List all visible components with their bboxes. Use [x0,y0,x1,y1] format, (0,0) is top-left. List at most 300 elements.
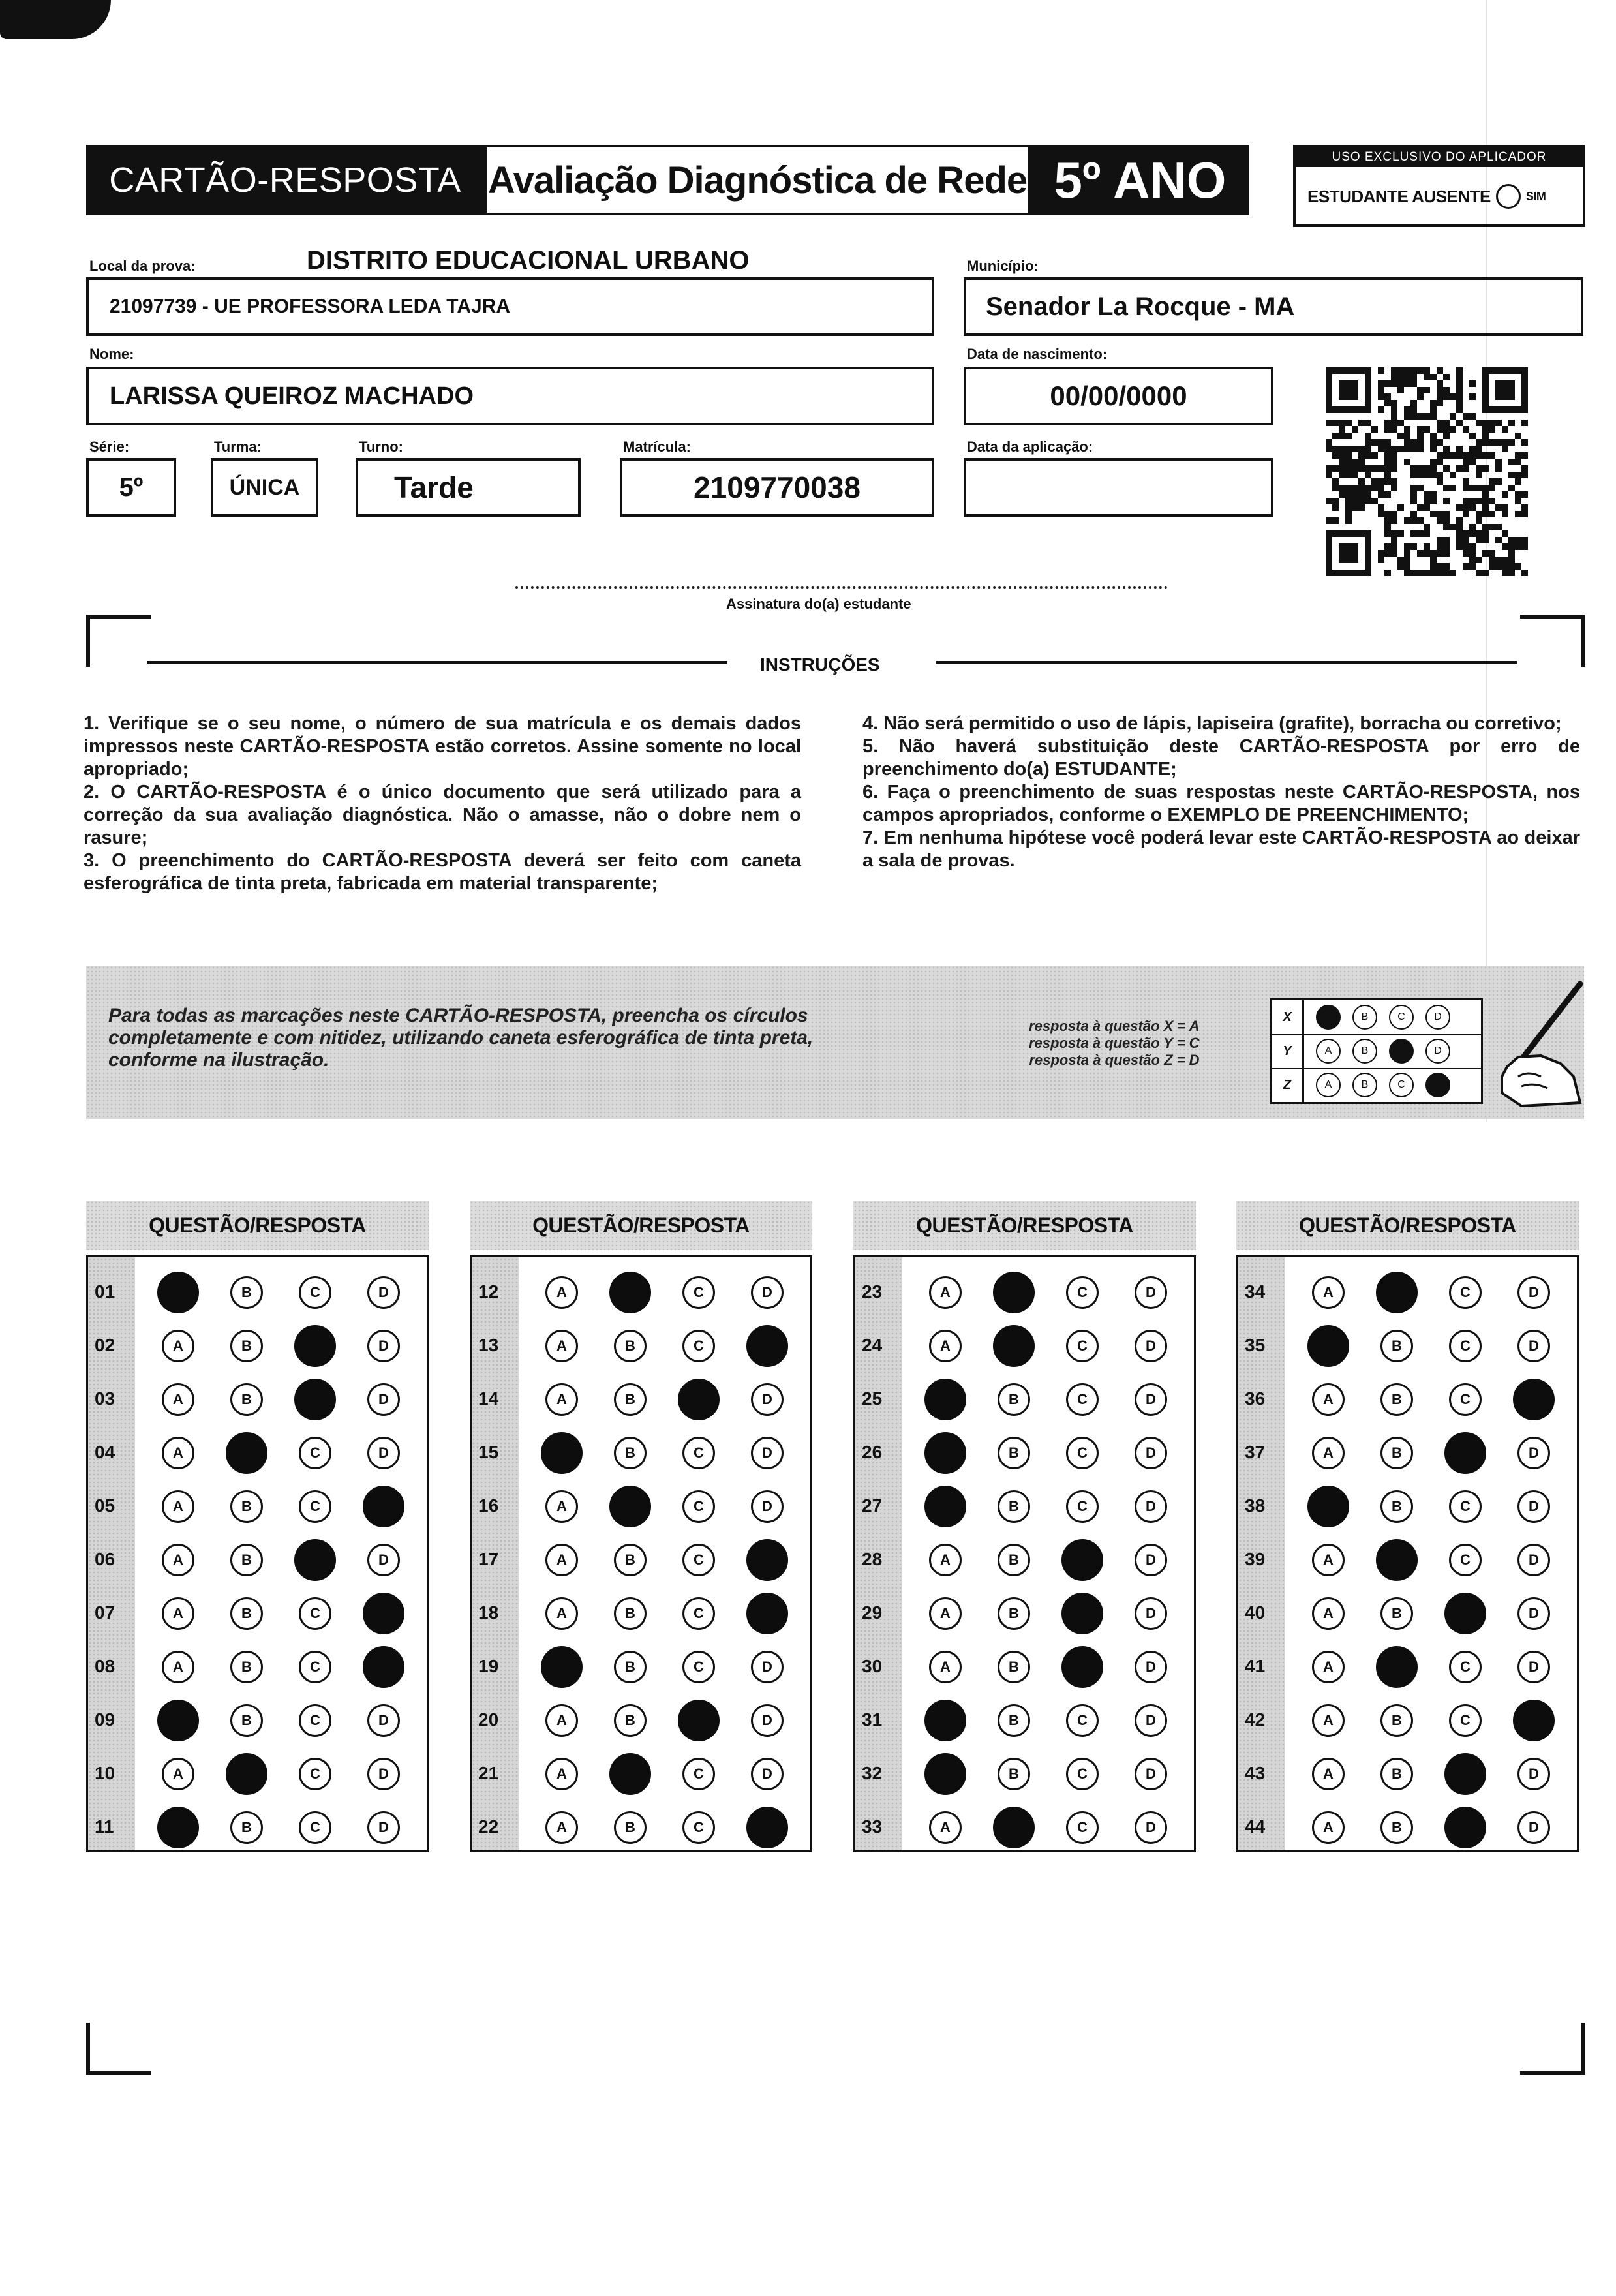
card-title: CARTÃO-RESPOSTA [109,161,461,200]
answer-bubble-c-marked[interactable] [678,1379,720,1420]
answer-bubble-b[interactable]: B [998,1490,1030,1523]
question-number: 19 [478,1656,499,1676]
answer-bubble-a[interactable]: A [1312,1544,1345,1576]
absent-label: ESTUDANTE AUSENTE [1307,186,1491,206]
answer-bubble-c[interactable]: C [1066,1437,1099,1469]
answer-bubble-a[interactable]: A [162,1330,194,1362]
answer-bubble-c[interactable]: C [682,1597,715,1630]
question-number: 26 [862,1442,883,1462]
answer-bubble-b[interactable]: B [614,1544,647,1576]
answer-bubble-d[interactable]: D [1517,1490,1550,1523]
question-number: 08 [95,1656,115,1676]
answer-bubble-a[interactable]: A [1312,1597,1345,1630]
answer-bubble-d[interactable]: D [1517,1758,1550,1790]
question-number: 17 [478,1549,499,1569]
question-row [472,1477,810,1535]
answer-bubble-c-marked[interactable] [1444,1807,1486,1848]
answer-bubble-a-marked[interactable] [924,1700,966,1741]
legend-x: resposta à questão X = A [1029,1018,1200,1034]
example-row [1272,1068,1481,1102]
answer-bubble-c[interactable]: C [299,1490,331,1523]
answer-bubble-d-marked[interactable] [363,1646,404,1688]
question-row [1238,1316,1577,1375]
turno-label: Turno: [359,438,404,455]
column-title: QUESTÃO/RESPOSTA [470,1201,812,1250]
answer-bubble-c[interactable]: C [682,1490,715,1523]
card-title-banner [86,145,484,215]
answer-bubble-b[interactable]: B [230,1704,263,1737]
absent-row [1307,184,1546,209]
answer-bubble-b[interactable]: B [1380,1437,1413,1469]
question-row [88,1637,427,1696]
answer-bubble-b[interactable]: B [1380,1330,1413,1362]
answer-bubble-c-marked[interactable] [294,1379,336,1420]
corner-mark-tr-h [1520,615,1585,619]
example-bubble-d: D [1425,1005,1450,1030]
question-number: 36 [1245,1388,1266,1409]
answer-bubble-a-marked[interactable] [157,1272,199,1313]
answer-bubble-d[interactable]: D [367,1437,400,1469]
sim-label: SIM [1525,189,1546,203]
column-title: QUESTÃO/RESPOSTA [1236,1201,1579,1250]
answer-bubble-c-marked[interactable] [1061,1593,1103,1634]
question-number: 34 [1245,1281,1266,1302]
answer-bubble-c-marked[interactable] [1444,1593,1486,1634]
answer-bubble-b[interactable]: B [998,1651,1030,1683]
answer-bubble-a[interactable]: A [545,1597,578,1630]
question-number: 43 [1245,1763,1266,1783]
answer-bubble-c[interactable]: C [682,1811,715,1844]
answer-bubble-d-marked[interactable] [746,1807,788,1848]
answer-bubble-d-marked[interactable] [746,1539,788,1581]
answer-bubble-b[interactable]: B [614,1330,647,1362]
answer-bubble-d[interactable]: D [1517,1651,1550,1683]
answer-bubble-b[interactable]: B [1380,1383,1413,1416]
answer-bubble-b[interactable]: B [230,1383,263,1416]
answer-bubble-b[interactable]: B [230,1651,263,1683]
answer-bubble-c[interactable]: C [1066,1704,1099,1737]
serie-field [86,458,176,517]
applicator-label: USO EXCLUSIVO DO APLICADOR [1296,147,1583,167]
question-number: 40 [1245,1602,1266,1623]
answer-bubble-c[interactable]: C [1066,1330,1099,1362]
question-number: 14 [478,1388,499,1409]
answer-bubble-b[interactable]: B [1380,1758,1413,1790]
column-title: QUESTÃO/RESPOSTA [86,1201,429,1250]
answer-bubble-c[interactable]: C [1066,1758,1099,1790]
answer-bubble-b[interactable]: B [1380,1597,1413,1630]
question-row [1238,1477,1577,1535]
example-bubble-d: D [1425,1039,1450,1064]
example-text: Para todas as marcações neste CARTÃO-RESPOSTA, preencha os círculos completamente e com nitidez, utilizando caneta esferográfica de tinta preta, conforme na ilustração. [108,1005,814,1071]
answer-bubble-b[interactable]: B [1380,1490,1413,1523]
answer-bubble-b[interactable]: B [230,1544,263,1576]
question-row [88,1584,427,1642]
answer-bubble-d[interactable]: D [751,1276,784,1309]
question-row [855,1637,1194,1696]
answer-bubble-d[interactable]: D [367,1544,400,1576]
answer-bubble-a[interactable]: A [929,1597,962,1630]
answer-bubble-a-marked[interactable] [541,1432,583,1474]
answer-bubble-c[interactable]: C [1449,1383,1482,1416]
answer-bubble-a[interactable]: A [1312,1383,1345,1416]
matricula-label: Matrícula: [623,438,691,455]
municipio-label: Município: [967,258,1039,274]
answer-bubble-a[interactable]: A [545,1758,578,1790]
answer-bubble-c-marked[interactable] [1061,1539,1103,1581]
question-row [855,1530,1194,1589]
answer-bubble-d-marked[interactable] [746,1325,788,1367]
answer-bubble-a[interactable]: A [545,1276,578,1309]
municipio-field [964,277,1583,336]
question-number: 06 [95,1549,115,1569]
answer-bubble-d[interactable]: D [1517,1330,1550,1362]
answer-bubble-d[interactable]: D [751,1651,784,1683]
answer-bubble-b[interactable]: B [230,1811,263,1844]
answer-bubble-c[interactable]: C [1449,1330,1482,1362]
answer-bubble-a-marked[interactable] [924,1379,966,1420]
answer-bubble-d-marked[interactable] [746,1593,788,1634]
answer-bubble-a[interactable]: A [1312,1758,1345,1790]
question-number: 07 [95,1602,115,1623]
answer-bubble-d-marked[interactable] [1513,1379,1555,1420]
question-number: 04 [95,1442,115,1462]
answer-bubble-a[interactable]: A [162,1651,194,1683]
signature-line[interactable] [515,586,1168,589]
answer-bubble-d[interactable]: D [1135,1383,1167,1416]
question-number: 41 [1245,1656,1266,1676]
answer-bubble-c[interactable]: C [682,1276,715,1309]
matricula-field [620,458,934,517]
answer-bubble-c[interactable]: C [682,1544,715,1576]
answer-bubble-a[interactable]: A [545,1330,578,1362]
question-row [855,1584,1194,1642]
answer-bubble-c[interactable]: C [299,1758,331,1790]
example-bubble-a [1316,1005,1341,1030]
answer-bubble-c[interactable]: C [1066,1811,1099,1844]
answer-bubble-b-marked[interactable] [226,1753,267,1795]
answer-bubble-d[interactable]: D [1517,1276,1550,1309]
answer-bubble-d-marked[interactable] [363,1593,404,1634]
nascimento-value: 00/00/0000 [1050,380,1187,411]
answer-bubble-c-marked[interactable] [678,1700,720,1741]
corner-mark-tl-v [86,615,90,667]
example-bubble-c: C [1389,1073,1414,1097]
answer-bubble-a[interactable]: A [1312,1437,1345,1469]
answer-bubble-c[interactable]: C [1449,1544,1482,1576]
answer-bubble-d[interactable]: D [1135,1330,1167,1362]
answer-bubble-b-marked[interactable] [1376,1646,1418,1688]
answer-bubble-d[interactable]: D [751,1383,784,1416]
answer-box [1236,1255,1579,1852]
qr-code [1326,367,1528,576]
answer-bubble-d[interactable]: D [1135,1704,1167,1737]
question-number: 12 [478,1281,499,1302]
answer-bubble-d[interactable]: D [751,1758,784,1790]
question-row [1238,1798,1577,1856]
answer-bubble-b[interactable]: B [230,1490,263,1523]
answer-bubble-d[interactable]: D [1135,1651,1167,1683]
answer-bubble-b[interactable]: B [230,1597,263,1630]
answer-bubble-d[interactable]: D [1135,1437,1167,1469]
answer-bubble-d[interactable]: D [1517,1544,1550,1576]
example-grid [1270,998,1483,1104]
answer-bubble-c[interactable]: C [1066,1276,1099,1309]
question-number: 24 [862,1335,883,1355]
question-row [1238,1637,1577,1696]
answer-bubble-a[interactable]: A [162,1597,194,1630]
answer-bubble-a[interactable]: A [929,1276,962,1309]
answer-bubble-c-marked[interactable] [1061,1646,1103,1688]
answer-bubble-b-marked[interactable] [1376,1272,1418,1313]
answer-bubble-d[interactable]: D [1135,1758,1167,1790]
question-number: 35 [1245,1335,1266,1355]
corner-mark-tr-v [1581,615,1585,667]
answer-bubble-b-marked[interactable] [609,1753,651,1795]
instructions-right [862,712,1580,872]
answer-bubble-a[interactable]: A [929,1811,962,1844]
example-bubble-a: A [1316,1073,1341,1097]
turno-field [356,458,581,517]
answer-bubble-a[interactable]: A [162,1437,194,1469]
example-bubble-c [1389,1039,1414,1064]
example-bubble-b: B [1352,1005,1377,1030]
answer-bubble-a[interactable]: A [1312,1704,1345,1737]
answer-bubble-d[interactable]: D [367,1276,400,1309]
answer-bubble-a-marked[interactable] [1307,1325,1349,1367]
answer-bubble-c[interactable]: C [682,1758,715,1790]
answer-bubble-a-marked[interactable] [1307,1486,1349,1527]
question-number: 44 [1245,1816,1266,1837]
answer-bubble-d[interactable]: D [1135,1276,1167,1309]
question-number: 27 [862,1495,883,1516]
instruction-5: 5. Não haverá substituição deste CARTÃO-RESPOSTA por erro de preenchimento do(a) ESTUDANTE; [862,736,1580,780]
answer-bubble-a[interactable]: A [929,1544,962,1576]
answer-bubble-c[interactable]: C [1449,1490,1482,1523]
answer-bubble-b[interactable]: B [998,1758,1030,1790]
aplicacao-label: Data da aplicação: [967,438,1093,455]
answer-bubble-b[interactable]: B [1380,1704,1413,1737]
answer-bubble-d[interactable]: D [367,1704,400,1737]
pen-hand-icon [1482,979,1584,1109]
corner-mark-br-v [1581,2023,1585,2075]
aplicacao-field[interactable] [964,458,1273,517]
answer-bubble-c-marked[interactable] [294,1325,336,1367]
answer-bubble-a[interactable]: A [162,1383,194,1416]
answer-bubble-b-marked[interactable] [226,1432,267,1474]
instructions-rule-left [147,661,727,664]
question-number: 09 [95,1709,115,1730]
answer-bubble-a[interactable]: A [929,1330,962,1362]
answer-bubble-c[interactable]: C [1066,1490,1099,1523]
answer-bubble-b-marked[interactable] [1376,1539,1418,1581]
answer-bubble-a[interactable]: A [545,1704,578,1737]
serie-label: Série: [89,438,130,455]
example-row-label: Y [1272,1034,1304,1068]
answer-bubble-c[interactable]: C [299,1597,331,1630]
answer-bubble-c-marked[interactable] [1444,1753,1486,1795]
answer-bubble-b[interactable]: B [1380,1811,1413,1844]
answer-bubble-b[interactable]: B [998,1597,1030,1630]
answer-bubble-c[interactable]: C [1449,1704,1482,1737]
answer-bubble-d[interactable]: D [1135,1490,1167,1523]
instruction-4: 4. Não será permitido o uso de lápis, lapiseira (grafite), borracha ou corretivo; [862,713,1562,734]
question-row [472,1423,810,1482]
nascimento-label: Data de nascimento: [967,346,1108,362]
question-number: 39 [1245,1549,1266,1569]
answer-bubble-b-marked[interactable] [993,1272,1035,1313]
local-value: DISTRITO EDUCACIONAL URBANO [307,246,750,275]
answer-bubble-a-marked[interactable] [924,1486,966,1527]
answer-bubble-a[interactable]: A [545,1383,578,1416]
question-row [472,1691,810,1749]
answer-bubble-d[interactable]: D [367,1383,400,1416]
answer-bubble-d-marked[interactable] [1513,1700,1555,1741]
question-number: 31 [862,1709,883,1730]
corner-mark-br-h [1520,2071,1585,2075]
answer-bubble-a[interactable]: A [162,1544,194,1576]
answer-bubble-d[interactable]: D [1517,1597,1550,1630]
answer-bubble-a-marked[interactable] [924,1753,966,1795]
turno-value: Tarde [394,470,474,504]
question-number: 25 [862,1388,883,1409]
question-number: 28 [862,1549,883,1569]
example-bubble-b: B [1352,1073,1377,1097]
column-title: QUESTÃO/RESPOSTA [853,1201,1196,1250]
answer-bubble-a-marked[interactable] [541,1646,583,1688]
answer-bubble-a-marked[interactable] [924,1432,966,1474]
answer-bubble-b[interactable]: B [998,1383,1030,1416]
answer-box [86,1255,429,1852]
answer-bubble-b[interactable]: B [614,1651,647,1683]
answer-bubble-c[interactable]: C [682,1437,715,1469]
answer-bubble-b[interactable]: B [614,1704,647,1737]
example-bubble-b: B [1352,1039,1377,1064]
absent-bubble[interactable] [1496,184,1521,209]
answer-bubble-c[interactable]: C [1449,1651,1482,1683]
scan-mark [0,0,111,39]
answer-bubble-b-marked[interactable] [993,1325,1035,1367]
question-row [855,1798,1194,1856]
question-row [855,1370,1194,1428]
answer-bubble-d[interactable]: D [1517,1437,1550,1469]
answer-bubble-b[interactable]: B [614,1437,647,1469]
school-value: 21097739 - UE PROFESSORA LEDA TAJRA [110,296,511,317]
question-row [472,1370,810,1428]
answer-bubble-a[interactable]: A [545,1544,578,1576]
answer-bubble-d[interactable]: D [1135,1544,1167,1576]
answer-bubble-a[interactable]: A [545,1490,578,1523]
answer-bubble-c[interactable]: C [299,1811,331,1844]
answer-bubble-d[interactable]: D [751,1437,784,1469]
question-row [472,1798,810,1856]
answer-bubble-a-marked[interactable] [157,1700,199,1741]
grade-title: 5º ANO [1054,151,1227,209]
answer-bubble-a[interactable]: A [1312,1811,1345,1844]
question-number: 01 [95,1281,115,1302]
answer-bubble-b[interactable]: B [998,1704,1030,1737]
answer-bubble-b[interactable]: B [230,1330,263,1362]
answer-bubble-c[interactable]: C [682,1651,715,1683]
legend-y: resposta à questão Y = C [1029,1035,1200,1051]
nome-value: LARISSA QUEIROZ MACHADO [110,382,474,410]
answer-bubble-a[interactable]: A [162,1758,194,1790]
answer-bubble-a[interactable]: A [929,1651,962,1683]
answer-bubble-a[interactable]: A [1312,1651,1345,1683]
grade-banner [1031,145,1249,215]
answer-bubble-b[interactable]: B [614,1383,647,1416]
question-row [855,1477,1194,1535]
answer-bubble-c[interactable]: C [299,1651,331,1683]
answer-bubble-a-marked[interactable] [157,1807,199,1848]
question-number: 05 [95,1495,115,1516]
answer-bubble-c[interactable]: C [299,1704,331,1737]
answer-bubble-d[interactable]: D [1517,1811,1550,1844]
answer-bubble-c[interactable]: C [1449,1276,1482,1309]
question-row [88,1744,427,1803]
question-row [1238,1691,1577,1749]
question-row [88,1691,427,1749]
answer-bubble-b[interactable]: B [998,1437,1030,1469]
question-number: 03 [95,1388,115,1409]
example-bubble-d [1425,1073,1450,1097]
question-row [472,1637,810,1696]
answer-bubble-d[interactable]: D [751,1704,784,1737]
answer-bubble-b[interactable]: B [230,1276,263,1309]
question-row [855,1263,1194,1321]
question-row [855,1744,1194,1803]
question-row [1238,1370,1577,1428]
answer-bubble-b[interactable]: B [998,1544,1030,1576]
answer-bubble-a[interactable]: A [1312,1276,1345,1309]
question-number: 38 [1245,1495,1266,1516]
answer-bubble-b[interactable]: B [614,1597,647,1630]
question-row [88,1530,427,1589]
answer-bubble-d[interactable]: D [1135,1811,1167,1844]
answer-bubble-c[interactable]: C [1066,1383,1099,1416]
answer-bubble-b-marked[interactable] [609,1486,651,1527]
answer-bubble-c[interactable]: C [299,1276,331,1309]
answer-bubble-b[interactable]: B [614,1811,647,1844]
question-number: 18 [478,1602,499,1623]
question-row [1238,1744,1577,1803]
answer-bubble-a[interactable]: A [162,1490,194,1523]
answer-bubble-d-marked[interactable] [363,1486,404,1527]
answer-bubble-a[interactable]: A [545,1811,578,1844]
example-row [1272,1000,1481,1035]
instructions-rule-right [936,661,1517,664]
answer-bubble-d[interactable]: D [367,1811,400,1844]
instruction-1: 1. Verifique se o seu nome, o número de sua matrícula e os demais dados impressos neste CARTÃO-RESPOSTA estão corretos. Assine somente no local apropriado; [84,713,801,780]
question-number: 29 [862,1602,883,1623]
question-number: 10 [95,1763,115,1783]
example-bubble-c: C [1389,1005,1414,1030]
answer-bubble-c[interactable]: C [299,1437,331,1469]
example-bubble-a: A [1316,1039,1341,1064]
corner-mark-bl-h [86,2071,151,2075]
answer-bubble-c[interactable]: C [682,1330,715,1362]
answer-box [853,1255,1196,1852]
answer-bubble-d[interactable]: D [367,1330,400,1362]
answer-bubble-d[interactable]: D [367,1758,400,1790]
answer-bubble-d[interactable]: D [751,1490,784,1523]
answer-bubble-b-marked[interactable] [609,1272,651,1313]
answer-bubble-c-marked[interactable] [1444,1432,1486,1474]
answer-bubble-c-marked[interactable] [294,1539,336,1581]
answer-bubble-b-marked[interactable] [993,1807,1035,1848]
answer-bubble-d[interactable]: D [1135,1597,1167,1630]
instruction-7: 7. Em nenhuma hipótese você poderá levar este CARTÃO-RESPOSTA ao deixar a sala de provas. [862,827,1580,871]
